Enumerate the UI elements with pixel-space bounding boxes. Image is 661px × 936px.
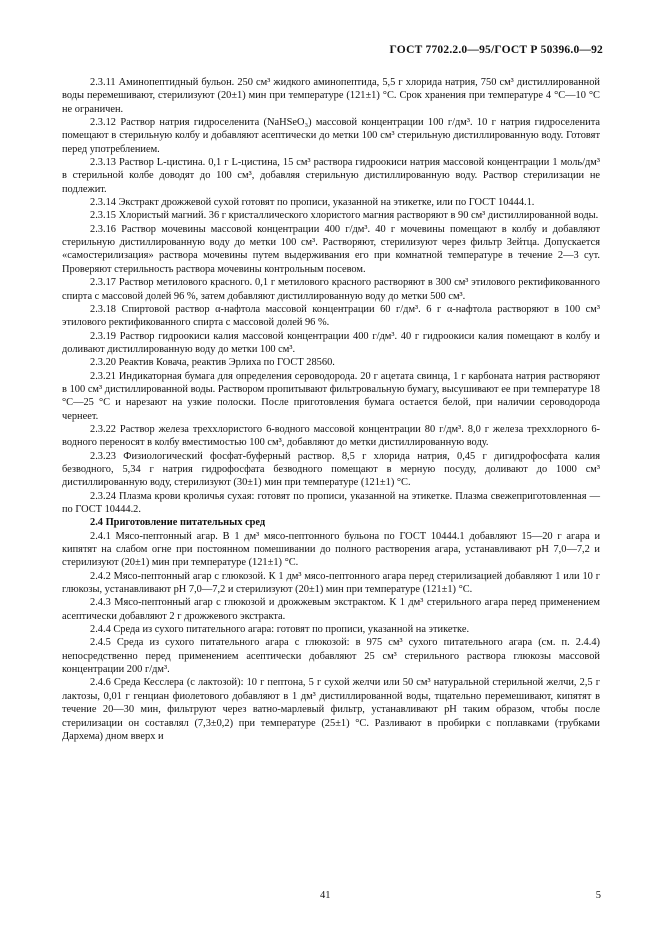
paragraph-2-3-24: 2.3.24 Плазма крови кроличья сухая: готовят по прописи, указанной на этикетке. Плазма свежеприготовленная — по ГОСТ 10444.2. xyxy=(62,490,600,515)
section-heading-2-4: 2.4 Приготовление питательных сред xyxy=(90,517,266,529)
paragraph-2-3-19: 2.3.19 Раствор гидроокиси калия массовой концентрации 400 г/дм³. 40 г гидроокиси калия помещают в колбу и доливают дистиллированную воду до метки 100 см³. xyxy=(62,330,600,355)
paragraph-2-3-20: 2.3.20 Реактив Ковача, реактив Эрлиха по ГОСТ 28560. xyxy=(90,357,335,369)
document-body xyxy=(62,76,600,743)
paragraph-2-4-3: 2.4.3 Мясо-пептонный агар с глюкозой и дрожжевым экстрактом. К 1 дм³ стерильного агара перед применением асептически добавляют 2 г дрожжевого экстракта. xyxy=(62,597,600,622)
paragraph-2-4-5: 2.4.5 Среда из сухого питательного агара с глюкозой: в 975 см³ сухого питательного агара (см. п. 2.4.4) непосредственно перед применением асептически добавляют 25 см³ стерильного раствора глюкозы массовой концентрации 200 г/дм³. xyxy=(62,637,600,676)
paragraph-2-4-6: 2.4.6 Среда Кесслера (с лактозой): 10 г пептона, 5 г сухой желчи или 50 см³ натуральной стерильной желчи, 2,5 г лактозы, 0,01 г генциан фиолетового добавляют в 1 дм³ дистиллированной воды, тщательно перемешивают, кипятят в течение 20—30 мин, фильтруют через ватно-марлевый фильтр, устанавливают pH таким образом, чтобы после стерилизации он составлял (7,3±0,2) при температуре (25±1) °С. Разливают в пробирки с поплавками (трубками Дархема) дном вверх и xyxy=(62,677,600,742)
paragraph-2-3-14: 2.3.14 Экстракт дрожжевой сухой готовят по прописи, указанной на этикетке, или по ГОСТ 10444.1. xyxy=(90,197,535,209)
page-number-center: 41 xyxy=(320,890,331,901)
paragraph-2-4-1: 2.4.1 Мясо-пептонный агар. В 1 дм³ мясо-пептонного бульона по ГОСТ 10444.1 добавляют 15—20 г агара и кипятят на слабом огне при постоянном помешивании до полного растворения агара, устанавливают pH 7,0—7,2 и стерилизуют (20±1) мин при температуре (121±1) °С. xyxy=(62,530,600,569)
paragraph-2-3-18: 2.3.18 Спиртовой раствор α-нафтола массовой концентрации 60 г/дм³. 6 г α-нафтола растворяют в 100 см³ этилового ректификованного спирта с массовой долей 96 %. xyxy=(62,303,600,329)
paragraph-2-3-16: 2.3.16 Раствор мочевины массовой концентрации 400 г/дм³. 40 г мочевины помещают в колбу и добавляют стерильную дистиллированную воду до метки 100 см³. Растворяют, стерилизуют через фильтр Зейтца. Допускается «самостерилизация» раствора мочевины путем выдерживания его при комнатной температуре в течение 2—3 сут. Проверяют стерильность раствора мочевины контрольным посевом. xyxy=(62,223,600,275)
paragraph-2-4-4: 2.4.4 Среда из сухого питательного агара: готовят по прописи, указанной на этикетке. xyxy=(90,624,470,636)
paragraph-2-3-12: 2.3.12 Раствор натрия гидроселенита (NaHSeO₃) массовой концентрации 100 г/дм³. 10 г натрия гидроселенита помещают в стерильную колбу и добавляют асептически до метки 100 см³ стерильную дистиллированную воду. Готовят перед употреблением. xyxy=(62,117,600,155)
page-number-right: 5 xyxy=(595,890,601,901)
paragraph-2-3-23: 2.3.23 Физиологический фосфат-буферный раствор. 8,5 г хлорида натрия, 0,45 г дигидрофосфата калия безводного, 5,34 г натрия гидрофосфата безводного помещают в мерную посуду, доливают до 1000 см³ дистиллированную воду, стерилизуют (30±1) мин при температуре (121±1) °С. xyxy=(62,450,600,489)
paragraph-2-3-21: 2.3.21 Индикаторная бумага для определения сероводорода. 20 г ацетата свинца, 1 г карбоната натрия растворяют в 100 см³ дистиллированной воды. Раствором пропитывают фильтровальную бумагу, высушивают ее при температуре 18 °С—25 °С и нарезают на узкие полоски. После приготовления бумага остается белой, при наличии сероводорода чернеет. xyxy=(62,370,600,422)
paragraph-2-3-13: 2.3.13 Раствор L-цистина. 0,1 г L-цистина, 15 см³ раствора гидроокиси натрия массовой концентрации 1 моль/дм³ в стерильной колбе доводят до 100 см³, добавляя стерильную дистиллированную воду. Раствор стерилизации не подлежит. xyxy=(62,157,600,195)
running-header: ГОСТ 7702.2.0—95/ГОСТ Р 50396.0—92 xyxy=(389,44,603,56)
paragraph-2-3-17: 2.3.17 Раствор метилового красного. 0,1 г метилового красного растворяют в 300 см³ этилового ректификованного спирта с массовой долей 96 %, затем добавляют дистиллированную воду до метки 500 см³. xyxy=(62,277,600,302)
paragraph-2-4-2: 2.4.2 Мясо-пептонный агар с глюкозой. К 1 дм³ мясо-пептонного агара перед стерилизацией добавляют 1 или 10 г глюкозы, устанавливают pH 7,0—7,2 и стерилизуют (20±1) мин при температуре (121±1) °С. xyxy=(62,570,600,596)
paragraph-2-3-22: 2.3.22 Раствор железа треххлористого 6-водного массовой концентрации 80 г/дм³. 8,0 г железа треххлорного 6-водного переносят в колбу вместимостью 100 см³, добавляют до метки дистиллированную воду. xyxy=(62,423,600,449)
paragraph-2-3-15: 2.3.15 Хлористый магний. 36 г кристаллического хлористого магния растворяют в 90 см³ дистиллированной воды. xyxy=(90,210,599,222)
paragraph-2-3-11: 2.3.11 Аминопептидный бульон. 250 см³ жидкого аминопептида, 5,5 г хлорида натрия, 750 см³ дистиллированной воды перемешивают, стерилизуют (20±1) мин при температуре (121±1) °С. Срок хранения при температуре 4 °С—10 °С не ограничен. xyxy=(62,77,600,115)
